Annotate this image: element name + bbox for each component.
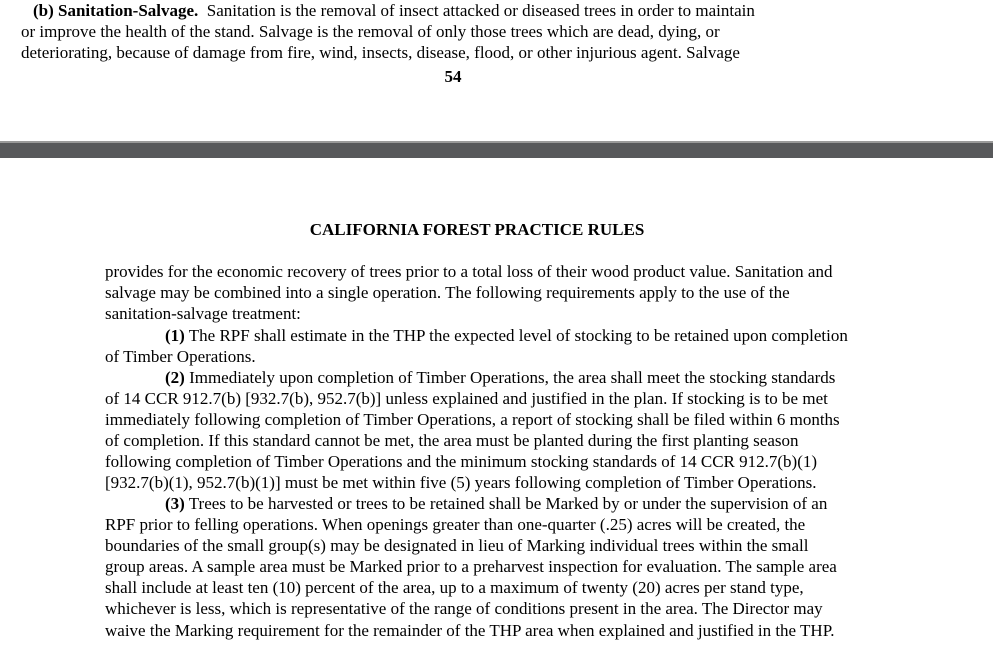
paragraph-line: provides for the economic recovery of trees prior to a total loss of their wood product value. Sanitation and (105, 262, 833, 281)
list-number: (3) (165, 494, 185, 513)
paragraph-line: of completion. If this standard cannot be met, the area must be planted during the first planting season (105, 431, 799, 450)
section-heading: (b) Sanitation-Salvage. (33, 1, 199, 20)
paragraph-text: Sanitation is the removal of insect attacked or diseased trees in order to maintain (206, 1, 755, 20)
paragraph-line (33, 0, 755, 21)
list-item-2: (2) Immediately upon completion of Timber Operations, the area shall meet the stocking standards (165, 368, 836, 387)
paragraph-line: shall include at least ten (10) percent of the area, up to a maximum of twenty (20) acres per stand type, (105, 578, 804, 597)
list-item-1: (1) The RPF shall estimate in the THP the expected level of stocking to be retained upon completion (165, 326, 848, 345)
page-number: 54 (444, 67, 462, 86)
previous-page (0, 0, 993, 140)
paragraph-line: RPF prior to felling operations. When openings greater than one-quarter (.25) acres will be created, the (105, 515, 806, 534)
paragraph-line: boundaries of the small group(s) may be designated in lieu of Marking individual trees within the small (105, 536, 809, 555)
list-item-3: (3) Trees to be harvested or trees to be retained shall be Marked by or under the supervision of an (165, 494, 828, 513)
paragraph-line: deteriorating, because of damage from fire, wind, insects, disease, flood, or other injurious agent. Salvage (21, 43, 740, 62)
paragraph-line: salvage may be combined into a single operation. The following requirements apply to the use of the (105, 283, 790, 302)
paragraph-line: waive the Marking requirement for the remainder of the THP area when explained and justified in the THP. (105, 621, 835, 640)
running-header: CALIFORNIA FOREST PRACTICE RULES (309, 220, 645, 239)
paragraph-line: or improve the health of the stand. Salvage is the removal of only those trees which are dead, dying, or (21, 22, 720, 41)
list-number: (2) (165, 368, 185, 387)
page-separator (0, 141, 993, 158)
paragraph-line: whichever is less, which is representative of the range of conditions present in the area. The Director may (105, 599, 823, 618)
paragraph-line: of Timber Operations. (105, 347, 256, 366)
paragraph-line: immediately following completion of Timber Operations, a report of stocking shall be filed within 6 months (105, 410, 840, 429)
paragraph-line: sanitation-salvage treatment: (105, 304, 301, 323)
paragraph-line: of 14 CCR 912.7(b) [932.7(b), 952.7(b)] unless explained and justified in the plan. If stocking is to be met (105, 389, 828, 408)
list-number: (1) (165, 326, 185, 345)
paragraph-line: [932.7(b)(1), 952.7(b)(1)] must be met within five (5) years following completion of Timber Operations. (105, 473, 817, 492)
paragraph-line: following completion of Timber Operations and the minimum stocking standards of 14 CCR 912.7(b)(1) (105, 452, 818, 471)
paragraph-line: group areas. A sample area must be Marked prior to a preharvest inspection for evaluation. The sample area (105, 557, 837, 576)
